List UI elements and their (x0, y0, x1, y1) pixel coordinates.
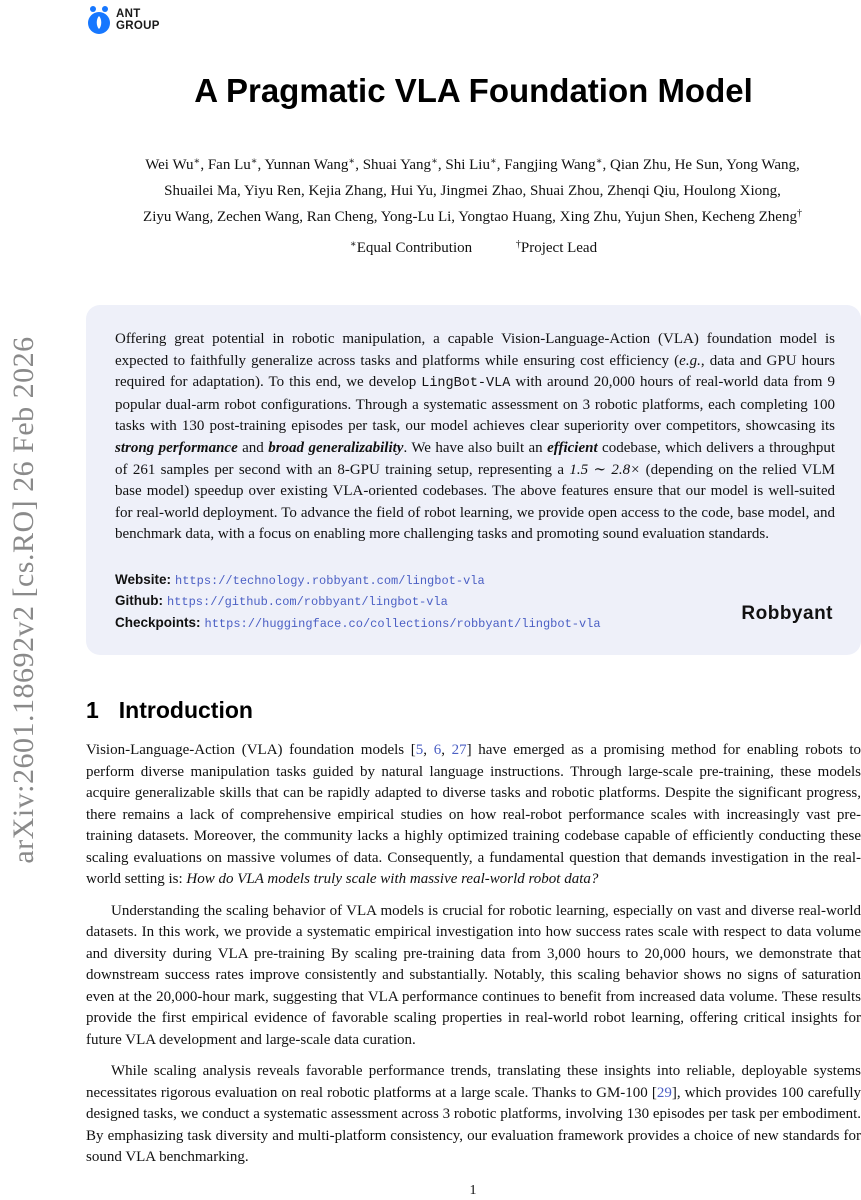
intro-paragraph-1: Vision-Language-Action (VLA) foundation models [5, 6, 27] have emerged as a promising method for enabling robots to perform diverse manipulation tasks guided by natural language instructions. Through large-scale pre-training, these models acquire generalizable skills that can be rapidly adapted to diverse tasks and robotic platforms. Despite the significant progress, there remains a lack of comprehensive empirical studies on how real-robot performance scales with increasingly vast pre-training datasets. Moreover, the community lacks a highly optimized training codebase capable of efficiently conducting these scaling evaluations on massive volumes of data. Consequently, a fundamental question that demands investigation in the real-world setting is: How do VLA models truly scale with massive real-world robot data? (86, 742, 861, 887)
checkpoints-link-row (115, 613, 835, 635)
website-label: Website: (115, 571, 172, 587)
equal-contribution-text: Equal Contribution (356, 240, 473, 256)
ant-logo-icon (86, 4, 112, 36)
project-lead-mark: † (796, 208, 802, 219)
author-name: Qian Zhu (609, 157, 668, 173)
section-title: Introduction (118, 697, 253, 723)
resource-links (115, 570, 835, 635)
research-question: How do VLA models truly scale with massive real-world robot data? (186, 871, 599, 887)
logo-text-ant: ANT (116, 8, 141, 20)
broad-generalizability: broad generalizability (268, 439, 404, 456)
website-link[interactable]: https://technology.robbyant.com/lingbot-vla (175, 573, 485, 588)
github-link-row (115, 591, 835, 613)
abstract-box (86, 305, 861, 655)
citation-27[interactable]: 27 (451, 742, 467, 758)
citation-29[interactable]: 29 (656, 1084, 672, 1101)
efficient-emphasis: efficient (547, 439, 598, 456)
logo-text-group: GROUP (116, 20, 160, 32)
author-name: Yunnan Wang (264, 157, 349, 173)
equal-contribution-mark: ∗ (250, 156, 258, 167)
strong-performance: strong performance (115, 439, 238, 456)
project-lead-text: Project Lead (520, 240, 598, 256)
checkpoints-label: Checkpoints: (115, 614, 201, 630)
eg-abbrev: e.g. (679, 352, 701, 369)
author-line-3-text: Ziyu Wang, Zechen Wang, Ran Cheng, Yong-Lu Li, Yongtao Huang, Xing Zhu, Yujun Shen, Kecheng Zheng (143, 209, 797, 225)
arxiv-stamp: arXiv:2601.18692v2 [cs.RO] 26 Feb 2026 (7, 336, 40, 864)
intro-paragraph-3: While scaling analysis reveals favorable performance trends, translating these insights into reliable, deployable systems necessitates rigorous evaluation on real robotic platforms at a large scale. Thanks to GM-100 [29], which provides 100 carefully designed tasks, we conduct a systematic assessment across 3 robotic platforms, involving 130 episodes per task per embodiment. By emphasizing task diversity and multi-platform consistency, our evaluation framework provides a choice of new standards for sound VLA benchmarking. (86, 1063, 861, 1165)
paper-title: A Pragmatic VLA Foundation Model (194, 72, 753, 109)
equal-mark: ∗ (349, 239, 357, 250)
author-name: Shi Liu (445, 157, 490, 173)
checkpoints-link[interactable]: https://huggingface.co/collections/robbyant/lingbot-vla (204, 616, 601, 631)
project-lead-note (516, 240, 597, 256)
author-name: Yong Wang (726, 157, 797, 173)
author-notes (86, 240, 861, 257)
abstract-text: Offering great potential in robotic manipulation, a capable Vision-Language-Action (VLA) foundation model is expected to faithfully generalize across tasks and platforms while ensuring cost efficiency (e.g., data and GPU hours required for adaptation). To this end, we develop LingBot-VLA with around 20,000 hours of real-world data from 9 popular dual-arm robot configurations. Through a systematic assessment on 3 robotic platforms, each completing 100 tasks with 130 post-training episodes per task, our model achieves clear superiority over competitors, showcasing its strong performance and broad generalizability. We have also built an efficient codebase, which delivers a throughput of 261 samples per second with an 8-GPU training setup, representing a 1.5 ∼ 2.8× (depending on the relied VLM base model) speedup over existing VLA-oriented codebases. The above features ensure that our model is well-suited for real-world deployment. To advance the field of robot learning, we provide open access to the code, base model, and benchmark data, with a focus on enabling more challenging tasks and promoting sound evaluation standards. (115, 331, 836, 543)
equal-contribution-mark: ∗ (348, 156, 356, 167)
author-name: Shuai Yang (362, 157, 432, 173)
speedup-range: 1.5 ∼ 2.8× (569, 461, 641, 478)
github-link[interactable]: https://github.com/robbyant/lingbot-vla (166, 595, 448, 610)
equal-contribution-mark: ∗ (193, 156, 201, 167)
introduction-body (86, 740, 861, 1179)
page-number: 1 (469, 1183, 477, 1198)
author-name: Fan Lu (207, 157, 251, 173)
section-number: 1 (86, 697, 99, 723)
github-label: Github: (115, 593, 163, 609)
model-name: LingBot-VLA (421, 376, 511, 392)
ant-group-logo (86, 4, 160, 36)
section-heading (86, 697, 253, 724)
author-name: Wei Wu (145, 157, 194, 173)
equal-contribution-mark: ∗ (431, 156, 438, 167)
website-link-row (115, 570, 835, 592)
equal-contribution-note (350, 240, 472, 256)
author-name: Fangjing Wang (504, 157, 596, 173)
citation-6[interactable]: 6 (433, 742, 442, 758)
intro-paragraph-2: Understanding the scaling behavior of VLA models is crucial for robotic learning, especially on vast and diverse real-world datasets. In this work, we provide a systematic empirical investigation into how success rates scale with respect to data volume and diversity during VLA pre-training By scaling pre-training data from 3,000 hours to 20,000 hours, we demonstrate that downstream success rates improve consistently and substantially. Notably, this scaling behavior shows no signs of saturation even at the 20,000-hour mark, suggesting that VLA performance continues to benefit from increased data volume. These results provide the first empirical evidence of favorable scaling properties in real-world robot learning, offering critical insights for future VLA development and large-scale data curation. (86, 902, 861, 1048)
author-line-1: Wei Wu∗, Fan Lu∗, Yunnan Wang∗, Shuai Yang∗, Shi Liu∗, Fangjing Wang∗, Qian Zhu, He Sun, Yong Wang, (145, 156, 800, 173)
equal-contribution-mark: ∗ (489, 156, 497, 167)
lead-mark: † (515, 239, 521, 250)
author-name: He Sun (674, 157, 720, 173)
robbyant-logo: Robbyant (741, 603, 833, 624)
citation-5[interactable]: 5 (415, 742, 424, 758)
author-line-3 (90, 204, 855, 230)
author-list (90, 152, 855, 230)
author-line-2: Shuailei Ma, Yiyu Ren, Kejia Zhang, Hui Yu, Jingmei Zhao, Shuai Zhou, Zhenqi Qiu, Houlong Xiong, (164, 183, 781, 199)
equal-contribution-mark: ∗ (595, 156, 603, 167)
